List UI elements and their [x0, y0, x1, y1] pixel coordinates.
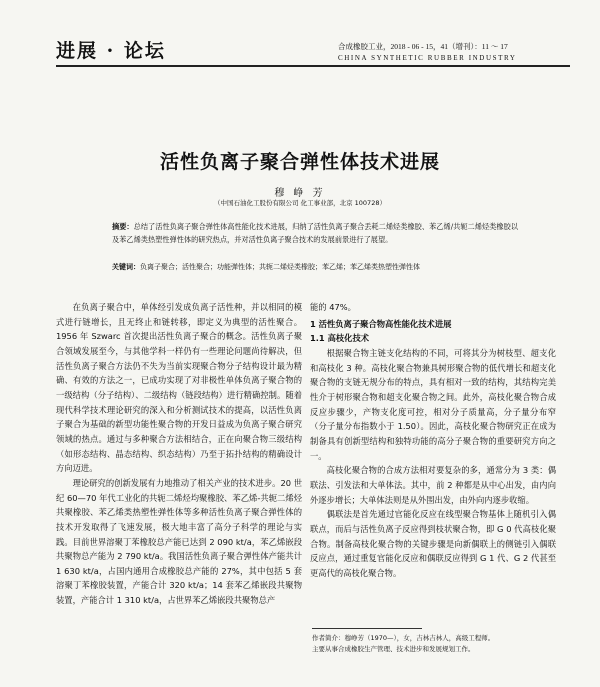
right-column — [310, 300, 556, 580]
keywords-text: 负离子聚合；活性聚合；功能弹性体；共轭二烯烃类橡胶；苯乙烯；苯乙烯类热塑性弹性体 — [140, 263, 420, 271]
body-paragraph: 高枝化聚合物的合成方法相对要复杂的多，通常分为 3 类：偶联法、引发法和大单体法。其中，前 2 种都是从中心出发，由内向外逐步增长；大单体法则是从外围出发，由外向内逐步收缩。 — [310, 465, 556, 505]
journal-citation: 合成橡胶工业，2018 - 06 - 15，41（增刊）：11 ～ 17 — [338, 42, 508, 51]
article-author: 穆 峥 芳 — [274, 188, 326, 199]
keywords-label: 关键词： — [112, 262, 140, 271]
footnote-rule — [312, 628, 422, 629]
section-heading: 1 活性负离子聚合物高性能化技术进展 — [310, 318, 452, 329]
body-paragraph: 根据聚合物主链支化结构的不同，可将其分为树枝型、超支化和高枝化 3 种。高枝化聚合物兼具树形聚合物的低代增长和超支化聚合物的支链无规分布的特点，具有相对一致的结构，其结构完美性介于树形聚合物和超支化聚合物之间。此外，高枝化聚合物合成反应步骤少，产物支化度可控，相对分子质量高，分子量分布窄（分子量分布指数小于 1.50）。因此，高枝化聚合物研究正在成为制备具有创新型结构和独特功能的高分子聚合物的重要研究方向之一。 — [310, 347, 556, 461]
body-paragraph: 理论研究的创新发展有力地推动了相关产业的技术进步。20 世纪 60—70 年代工业化的共轭二烯烃均聚橡胶、苯乙烯-共轭二烯烃共聚橡胶、苯乙烯类热塑性弹性体等多种活性负离子聚合弹性体的技术开发取得了飞速发展，极大地丰富了高分子科学的理论与实践。目前世界溶聚丁苯橡胶总产能已达到 2 090 kt/a，苯乙烯嵌段共聚物总产能为 2 790 kt/a。我国活性负离子聚合弹性体产能共计 1 630 kt/a，占国内通用合成橡胶总产能的 27%，其中包括 5 套溶聚丁苯橡胶装置，产能合计 320 kt/a；14 套苯乙烯嵌段共聚物装置，产能合计 1 310 kt/a，占世界苯乙烯嵌段共聚物总产 — [56, 477, 302, 606]
footnote-author-bio: 作者简介：穆峥芳（1970—），女，吉林吉林人，高级工程师。 — [312, 634, 495, 642]
article-title: 活性负离子聚合弹性体技术进展 — [159, 151, 440, 173]
header-rule — [56, 65, 570, 67]
body-paragraph: 在负离子聚合中，单体经引发成负离子活性种，并以相同的模式进行链增长，且无终止和链转移，即定义为典型的活性聚合。1956 年 Szwarc 首次提出活性负离子聚合的概念。活性负离子聚合领域发展至今，与其他学科一样仍有一些理论问题尚待解决，但活性负离子聚合方法仍不失为当前实现聚合物分子结构设计最为精确、有效的方法之一，已成功实现了对非极性单体负离子聚合物的一级结构（分子结构）、二级结构（链段结构）进行精确控制。随着现代科学技术理论研究的深入和分析测试技术的提高，以活性负离子聚合为基础的新型功能性聚合物的开发日益成为负离子聚合研究领域的热点。通过与多种聚合方法相结合，正在向聚合物三级结构（如形态结构、晶态结构、织态结构）乃至于拓扑结构的精确设计方向迈进。 — [56, 302, 302, 474]
author-affiliation: （中国石油化工股份有限公司 化工事业部，北京 100728） — [214, 199, 386, 207]
body-paragraph-continuation: 能的 47%。 — [310, 302, 356, 312]
abstract-label: 摘要： — [112, 222, 134, 231]
footnote-author-work: 主要从事合成橡胶生产管理、技术进步和发展规划工作。 — [312, 644, 475, 653]
abstract-text: 总结了活性负离子聚合弹性体高性能化技术进展，归纳了活性负离子聚合丢耗二烯烃类橡胶、苯乙烯/共轭二烯烃类橡胶以及苯乙烯类热塑性弹性体的研究热点，并对活性负离子聚合技术的发展前景进行了展望。 — [112, 222, 518, 244]
body-paragraph: 偶联法是首先通过官能化反应在线型聚合物基体上随机引入偶联点，而后与活性负离子反应得到枝状聚合物，即 G 0 代高枝化聚合物。制备高枝化聚合物的关键步骤是向新偶联上的侧链引入偶联反应点，通过重复官能化反应和偶联反应得到 G 1 代、G 2 代甚至更高代的高枝化聚合物。 — [310, 509, 556, 578]
abstract — [112, 220, 518, 246]
journal-name-english: CHINA SYNTHETIC RUBBER INDUSTRY — [338, 54, 517, 62]
section-label: 进展 · 论坛 — [56, 40, 166, 62]
subsection-heading: 1.1 高枝化技术 — [310, 333, 370, 344]
left-column — [56, 300, 302, 608]
keywords — [112, 261, 518, 273]
footnote — [312, 633, 564, 654]
